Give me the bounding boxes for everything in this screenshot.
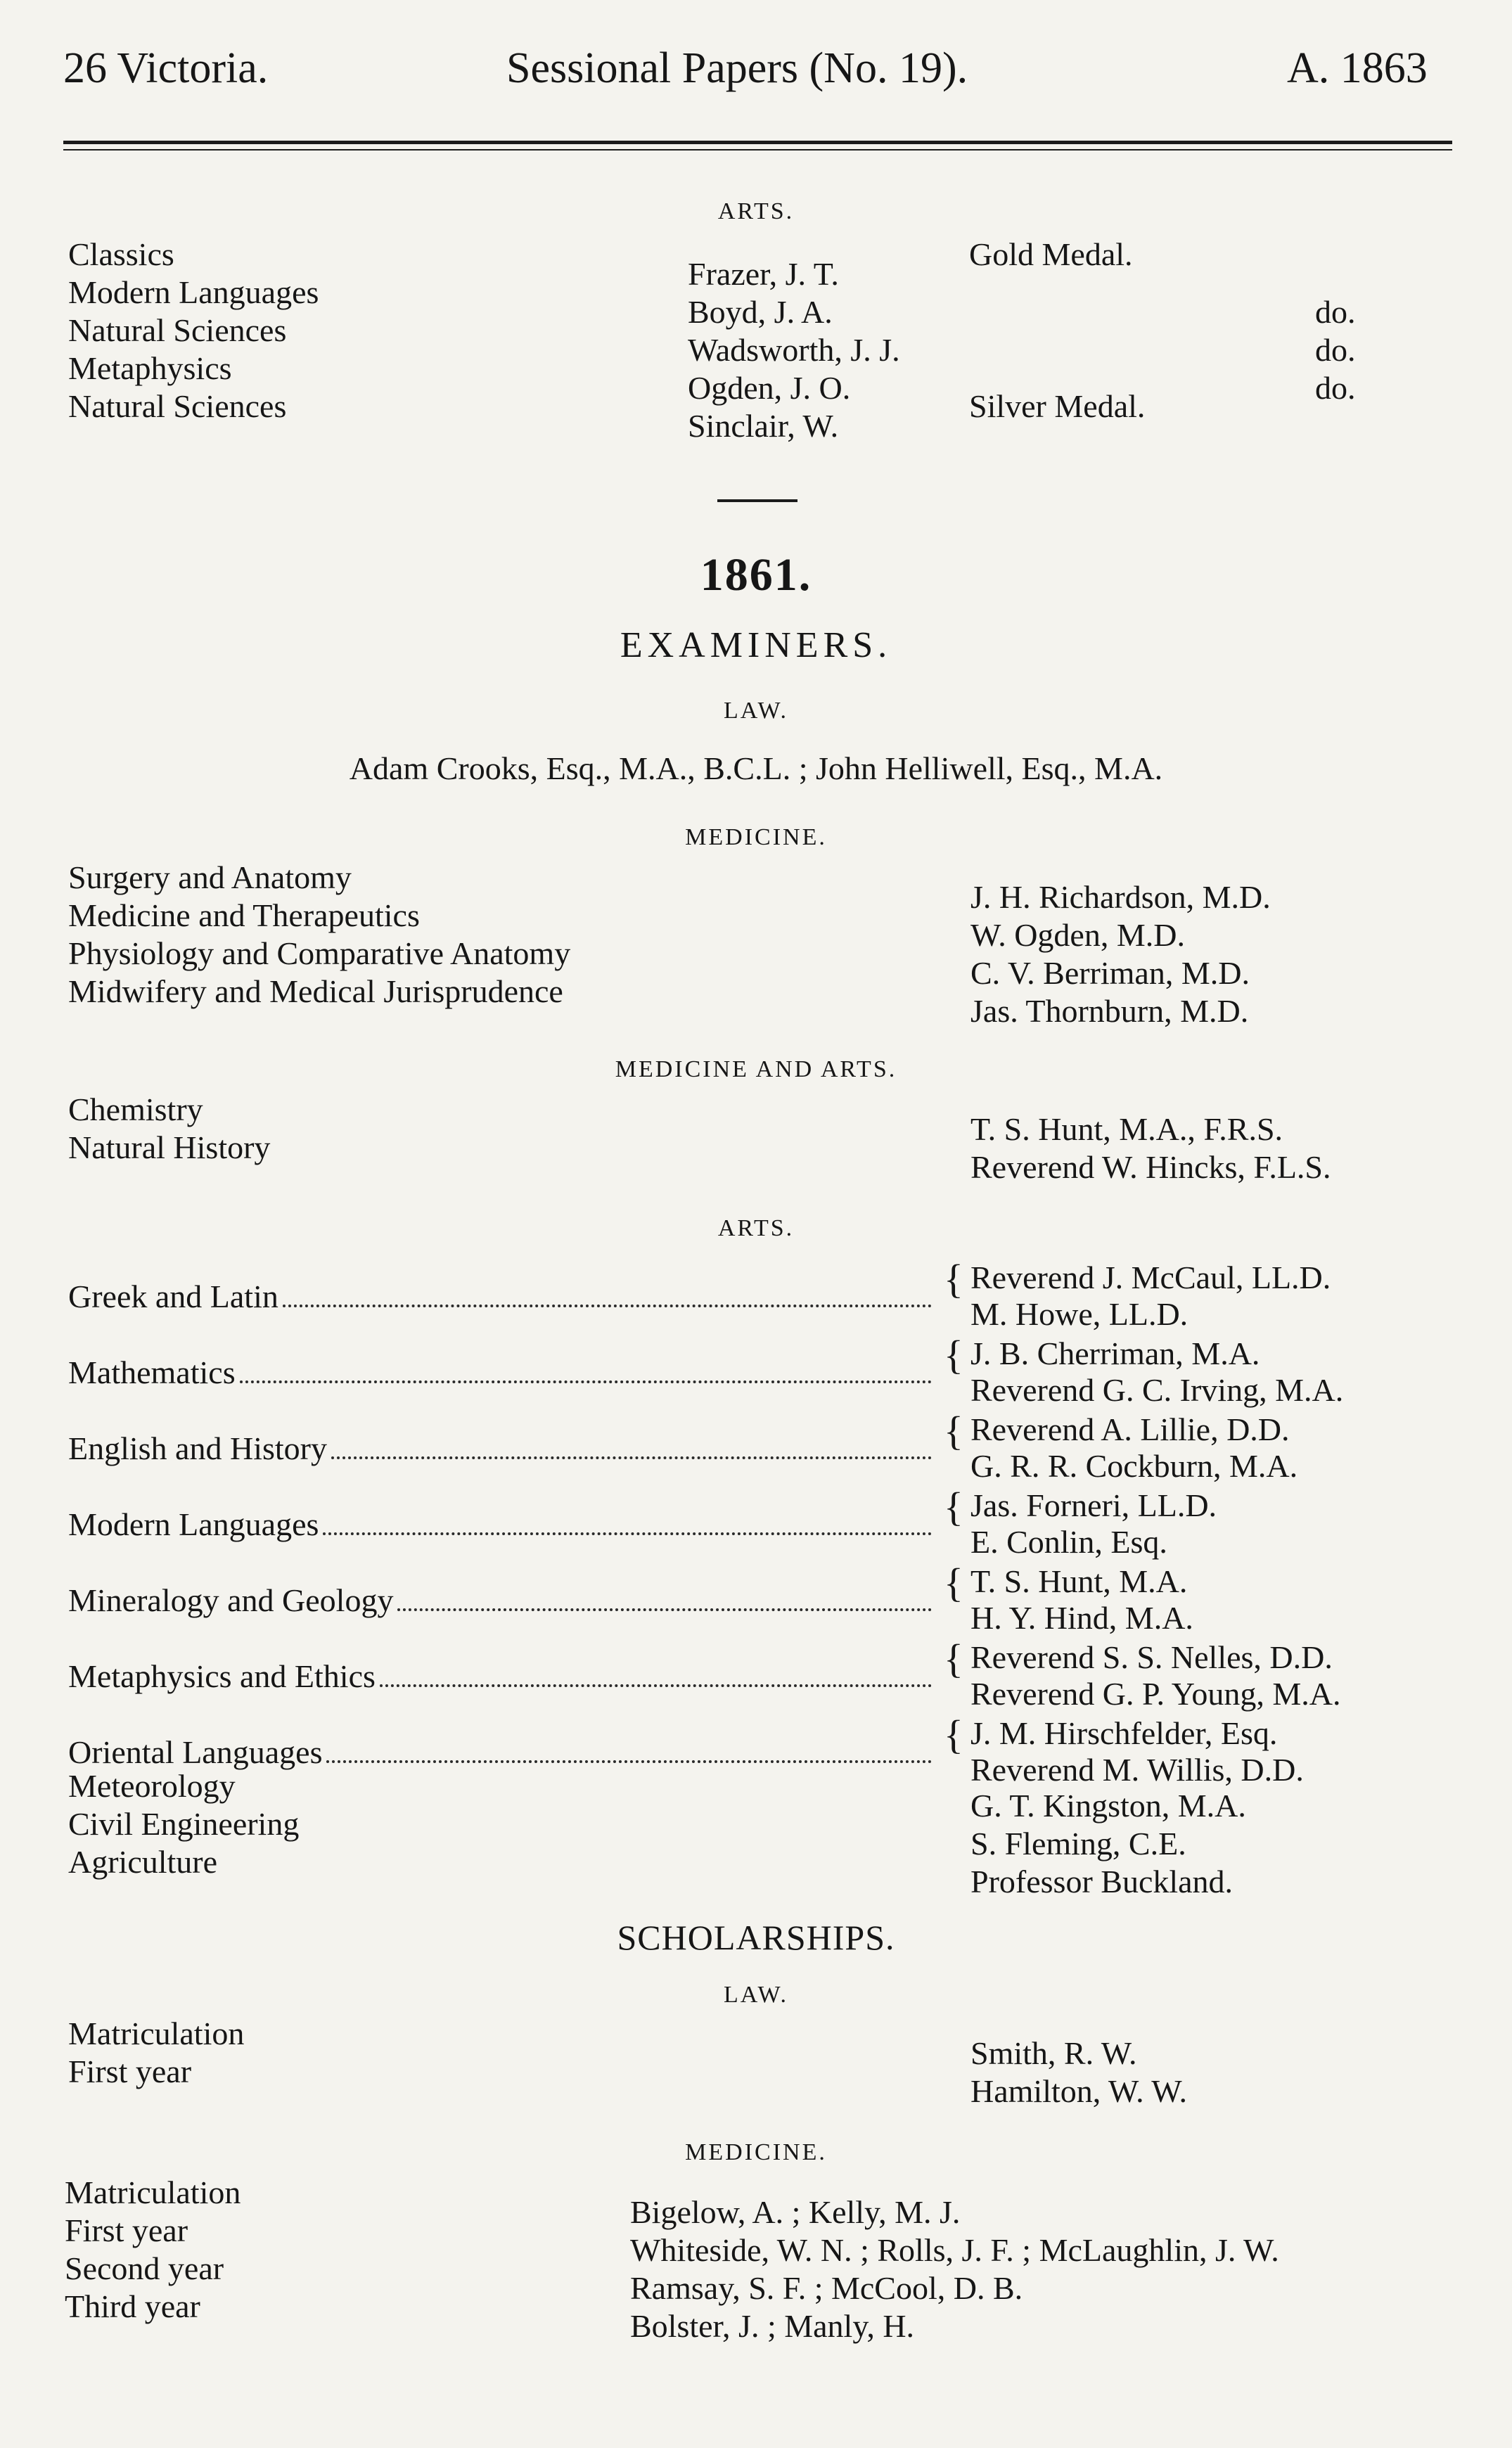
examiner-name: M. Howe, LL.D. <box>970 1296 1189 1332</box>
examiner-pair <box>0 1560 1512 1640</box>
medal-subject: Metaphysics <box>68 350 232 386</box>
examiners-title: EXAMINERS. <box>620 625 892 665</box>
examiner-subject: Mineralogy and Geology <box>68 1582 394 1618</box>
medal-award: do. <box>1315 294 1356 330</box>
scholarship-subject: Third year <box>65 2288 200 2324</box>
examiners-medicine-heading: MEDICINE. <box>685 824 827 850</box>
law-examiners: Adam Crooks, Esq., M.A., B.C.L. ; John Helliwell, Esq., M.A. <box>349 750 1163 786</box>
examiner-subject: Meteorology <box>68 1768 236 1804</box>
scholarship-name: Hamilton, W. W. <box>970 2073 1187 2109</box>
examiner-name: G. R. R. Cockburn, M.A. <box>970 1448 1298 1484</box>
examiner-name: Reverend G. P. Young, M.A. <box>970 1676 1341 1712</box>
examiner-subject: Civil Engineering <box>68 1806 300 1842</box>
brace-icon: { <box>944 1560 963 1606</box>
examiner-name: Reverend J. McCaul, LL.D. <box>970 1260 1331 1295</box>
brace-icon: { <box>944 1636 963 1681</box>
medal-name: Ogden, J. O. <box>688 370 851 406</box>
scholarship-subject: First year <box>68 2053 192 2089</box>
brace-icon: { <box>944 1256 963 1302</box>
medicine-arts-heading: MEDICINE AND ARTS. <box>615 1056 897 1082</box>
examiner-name: Reverend S. S. Nelles, D.D. <box>970 1639 1333 1675</box>
examiner-subject: Natural History <box>68 1129 271 1165</box>
header-left: 26 Victoria. <box>63 44 269 92</box>
brace-icon: { <box>944 1408 963 1454</box>
examiner-name: C. V. Berriman, M.D. <box>970 955 1250 991</box>
scholarship-row <box>0 2174 1512 2232</box>
examiner-subject: Physiology and Comparative Anatomy <box>68 935 571 971</box>
scholarship-name: Bigelow, A. ; Kelly, M. J. <box>630 2194 961 2230</box>
scholarship-subject: Matriculation <box>68 2016 245 2051</box>
scholarship-row <box>0 2016 1512 2073</box>
examiner-name: E. Conlin, Esq. <box>970 1524 1167 1560</box>
examiner-subject: Surgery and Anatomy <box>68 859 352 895</box>
examiners-arts-heading: ARTS. <box>717 1215 795 1241</box>
medal-award: Silver Medal. <box>969 388 1146 424</box>
examiner-subject: Metaphysics and Ethics <box>68 1658 376 1694</box>
scholarship-subject: Matriculation <box>65 2174 241 2210</box>
medal-subject: Modern Languages <box>68 274 319 310</box>
medal-name: Boyd, J. A. <box>688 294 833 330</box>
brace-icon: { <box>944 1712 963 1757</box>
header-rule-thin <box>63 149 1452 150</box>
examiner-name: Reverend M. Willis, D.D. <box>970 1752 1304 1788</box>
examiners-law-heading: LAW. <box>723 698 789 724</box>
year-heading: 1861. <box>700 549 812 601</box>
section-divider <box>717 499 797 502</box>
examiner-name: T. S. Hunt, M.A. <box>970 1563 1188 1599</box>
scholarship-name: Ramsay, S. F. ; McCool, D. B. <box>630 2270 1023 2306</box>
examiner-name: Reverend W. Hincks, F.L.S. <box>970 1149 1331 1185</box>
examiner-name: J. M. Hirschfelder, Esq. <box>970 1715 1278 1751</box>
examiner-subject: Greek and Latin <box>68 1279 278 1314</box>
examiner-row <box>0 1844 1512 1902</box>
examiner-subject: Midwifery and Medical Jurisprudence <box>68 973 563 1009</box>
medal-subject: Classics <box>68 236 174 272</box>
scholarship-name: Whiteside, W. N. ; Rolls, J. F. ; McLaughlin, J. W. <box>630 2232 1279 2268</box>
examiner-name: S. Fleming, C.E. <box>970 1826 1186 1861</box>
examiner-name: W. Ogden, M.D. <box>970 917 1185 953</box>
brace-icon: { <box>944 1484 963 1530</box>
examiner-name: Reverend G. C. Irving, M.A. <box>970 1372 1344 1408</box>
scholarship-subject: First year <box>65 2212 188 2248</box>
scholarships-medicine-heading: MEDICINE. <box>685 2139 827 2165</box>
examiner-name: J. B. Cherriman, M.A. <box>970 1335 1260 1371</box>
scholarships-law-heading: LAW. <box>723 1982 789 2008</box>
arts-medals-heading: ARTS. <box>717 198 795 224</box>
scholarship-name: Smith, R. W. <box>970 2035 1137 2071</box>
header-center: Sessional Papers (No. 19). <box>506 44 968 92</box>
examiner-subject: Modern Languages <box>68 1506 319 1542</box>
medal-name: Frazer, J. T. <box>688 256 839 292</box>
examiner-name: T. S. Hunt, M.A., F.R.S. <box>970 1111 1283 1147</box>
examiner-name: H. Y. Hind, M.A. <box>970 1600 1193 1636</box>
examiner-name: J. H. Richardson, M.D. <box>970 879 1271 915</box>
examiner-subject: Medicine and Therapeutics <box>68 897 420 933</box>
examiner-subject: Chemistry <box>68 1091 203 1127</box>
scholarship-name: Bolster, J. ; Manly, H. <box>630 2308 915 2344</box>
header-right: A. 1863 <box>1287 44 1428 92</box>
header-rule-thick <box>63 141 1452 144</box>
examiner-subject: Mathematics <box>68 1354 236 1390</box>
examiner-name: Jas. Forneri, LL.D. <box>970 1487 1217 1523</box>
medal-award: Gold Medal. <box>969 236 1133 272</box>
medal-name: Wadsworth, J. J. <box>688 332 900 368</box>
brace-icon: { <box>944 1332 963 1378</box>
examiner-pair <box>0 1484 1512 1564</box>
examiner-pair <box>0 1408 1512 1488</box>
medal-award: do. <box>1315 332 1356 368</box>
examiner-pair <box>0 1256 1512 1336</box>
examiner-subject: Agriculture <box>68 1844 218 1880</box>
scholarships-title: SCHOLARSHIPS. <box>617 1918 895 1957</box>
examiner-pair <box>0 1332 1512 1412</box>
examiner-subject: Oriental Languages <box>68 1734 323 1770</box>
examiner-name: Reverend A. Lillie, D.D. <box>970 1411 1290 1447</box>
medal-subject: Natural Sciences <box>68 388 287 424</box>
examiner-name: Professor Buckland. <box>970 1864 1234 1899</box>
examiner-pair <box>0 1636 1512 1716</box>
examiner-name: Jas. Thornburn, M.D. <box>970 993 1249 1029</box>
examiner-subject: English and History <box>68 1430 327 1466</box>
medal-name: Sinclair, W. <box>688 408 839 444</box>
medal-subject: Natural Sciences <box>68 312 287 348</box>
examiner-name: G. T. Kingston, M.A. <box>970 1788 1246 1824</box>
scholarship-subject: Second year <box>65 2250 224 2286</box>
medal-award: do. <box>1315 370 1356 406</box>
